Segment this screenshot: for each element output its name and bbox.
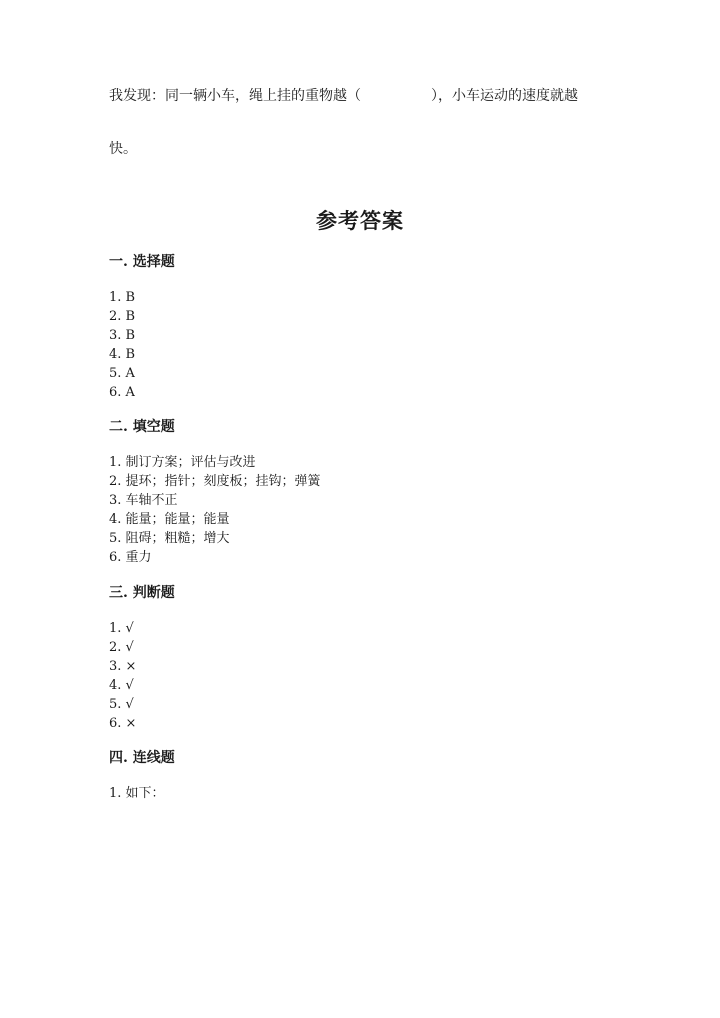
answer-item: 4. B bbox=[109, 347, 136, 362]
answer-item: 1. 如下： bbox=[109, 786, 165, 801]
discovery-continuation: 快。 bbox=[109, 141, 137, 157]
section-heading: 二. 填空题 bbox=[109, 419, 175, 435]
section-multiple-choice bbox=[109, 252, 175, 402]
answer-item: 6. 重力 bbox=[109, 550, 152, 565]
answer-item: 2. 提环；指针；刻度板；挂钩；弹簧 bbox=[109, 474, 321, 489]
answer-list bbox=[109, 453, 321, 567]
answer-list bbox=[109, 288, 175, 402]
answer-item: 4. 能量；能量；能量 bbox=[109, 512, 230, 527]
answer-item: 2. B bbox=[109, 309, 136, 324]
answer-item: 1. √ bbox=[109, 621, 134, 636]
answer-item: 5. A bbox=[109, 366, 135, 381]
section-matching bbox=[109, 748, 175, 803]
answer-title: 参考答案 bbox=[316, 208, 404, 233]
answer-item: 4. √ bbox=[109, 678, 134, 693]
discovery-prefix: 我发现：同一辆小车，绳上挂的重物越（ bbox=[109, 88, 361, 104]
answer-item: 5. 阻碍；粗糙；增大 bbox=[109, 531, 230, 546]
section-fill-in-blank bbox=[109, 417, 321, 567]
answer-item: 6. × bbox=[109, 716, 137, 731]
answer-item: 1. B bbox=[109, 290, 136, 305]
answer-item: 1. 制订方案；评估与改进 bbox=[109, 455, 256, 470]
answer-item: 5. √ bbox=[109, 697, 134, 712]
answer-item: 3. × bbox=[109, 659, 137, 674]
answer-item: 3. 车轴不正 bbox=[109, 493, 178, 508]
discovery-sentence bbox=[109, 86, 629, 106]
discovery-suffix: ），小车运动的速度就越 bbox=[431, 88, 578, 104]
section-heading: 一. 选择题 bbox=[109, 254, 175, 270]
section-heading: 三. 判断题 bbox=[109, 585, 175, 601]
section-heading: 四. 连线题 bbox=[109, 750, 175, 766]
answer-item: 3. B bbox=[109, 328, 136, 343]
answer-list bbox=[109, 619, 175, 733]
answer-item: 6. A bbox=[109, 385, 135, 400]
answer-list bbox=[109, 784, 175, 803]
answer-item: 2. √ bbox=[109, 640, 134, 655]
section-true-false bbox=[109, 583, 175, 733]
